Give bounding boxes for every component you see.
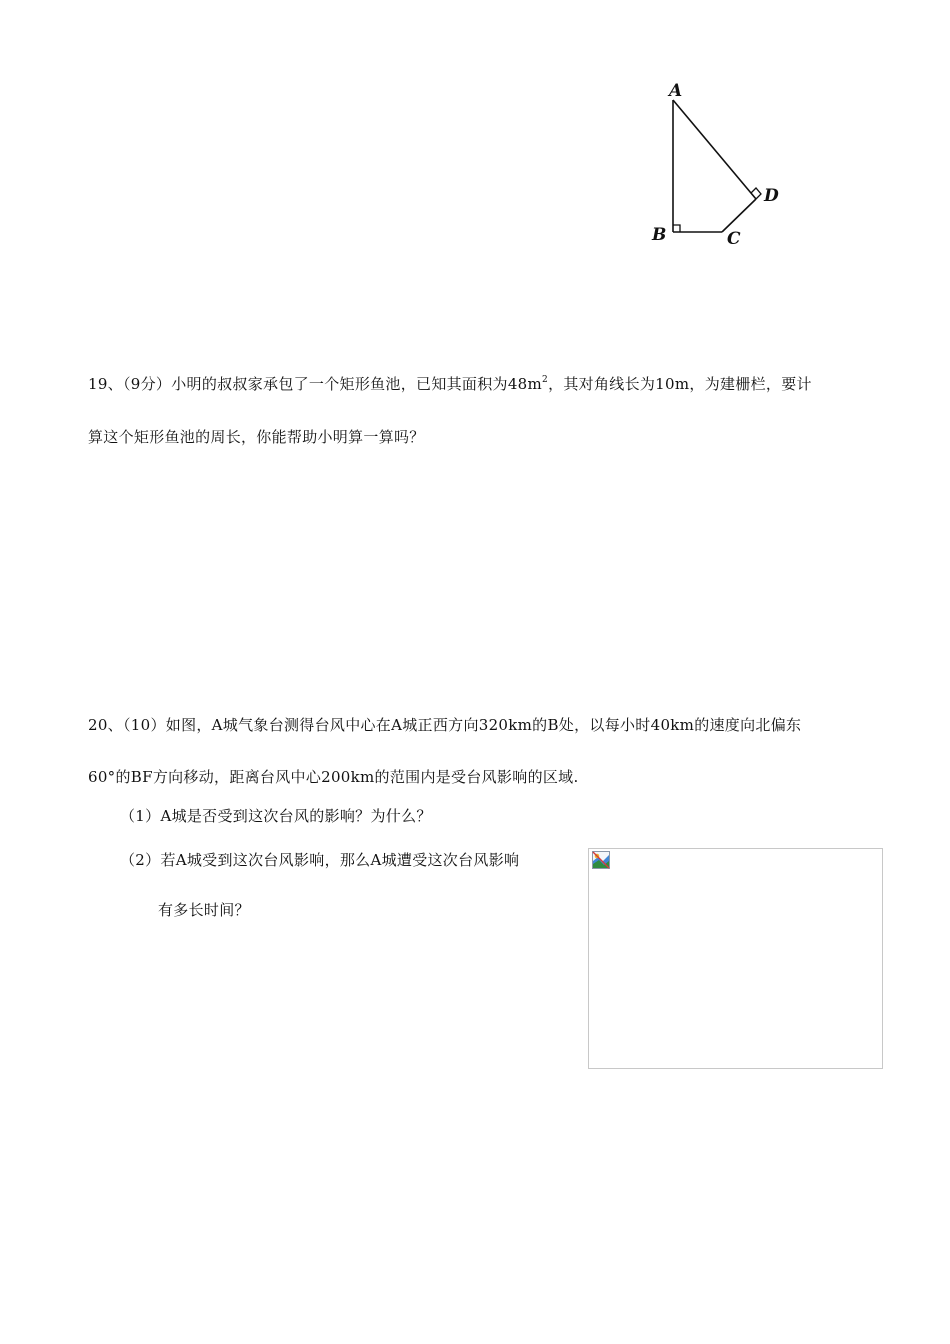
vertex-label-a: A xyxy=(669,81,683,101)
q20-line-1: 20、（10）如图，A城气象台测得台风中心在A城正西方向320km的B处，以每小时40km的速度向北偏东 xyxy=(88,716,802,734)
quadrilateral-figure xyxy=(640,75,790,250)
q20-subquestion-1: （1）A城是否受到这次台风的影响？为什么？ xyxy=(120,807,432,825)
q19-line-2: 算这个矩形鱼池的周长，你能帮助小明算一算吗？ xyxy=(88,428,425,446)
image-placeholder xyxy=(588,848,883,1069)
broken-image-icon xyxy=(592,851,610,869)
q20-line-2: 60°的BF方向移动，距离台风中心200km的范围内是受台风影响的区域. xyxy=(88,768,579,786)
q19-line-1-suffix: ，其对角线长为10m，为建栅栏，要计 xyxy=(548,375,812,393)
q19-line-1-prefix: 19、（9分）小明的叔叔家承包了一个矩形鱼池，已知其面积为48m xyxy=(88,375,543,393)
right-angle-mark-b xyxy=(673,225,680,232)
vertex-label-b: B xyxy=(652,225,667,245)
edge-cd xyxy=(722,199,756,232)
edge-da xyxy=(673,100,756,199)
q20-subquestion-2-line-2: 有多长时间？ xyxy=(158,901,250,919)
q20-subquestion-2-line-1: （2）若A城受到这次台风影响，那么A城遭受这次台风影响 xyxy=(120,851,520,869)
vertex-label-d: D xyxy=(764,186,779,206)
vertex-label-c: C xyxy=(727,229,741,249)
right-angle-mark-d xyxy=(751,188,761,199)
q19-line-1 xyxy=(88,374,812,394)
q19-superscript: 2 xyxy=(542,375,549,385)
